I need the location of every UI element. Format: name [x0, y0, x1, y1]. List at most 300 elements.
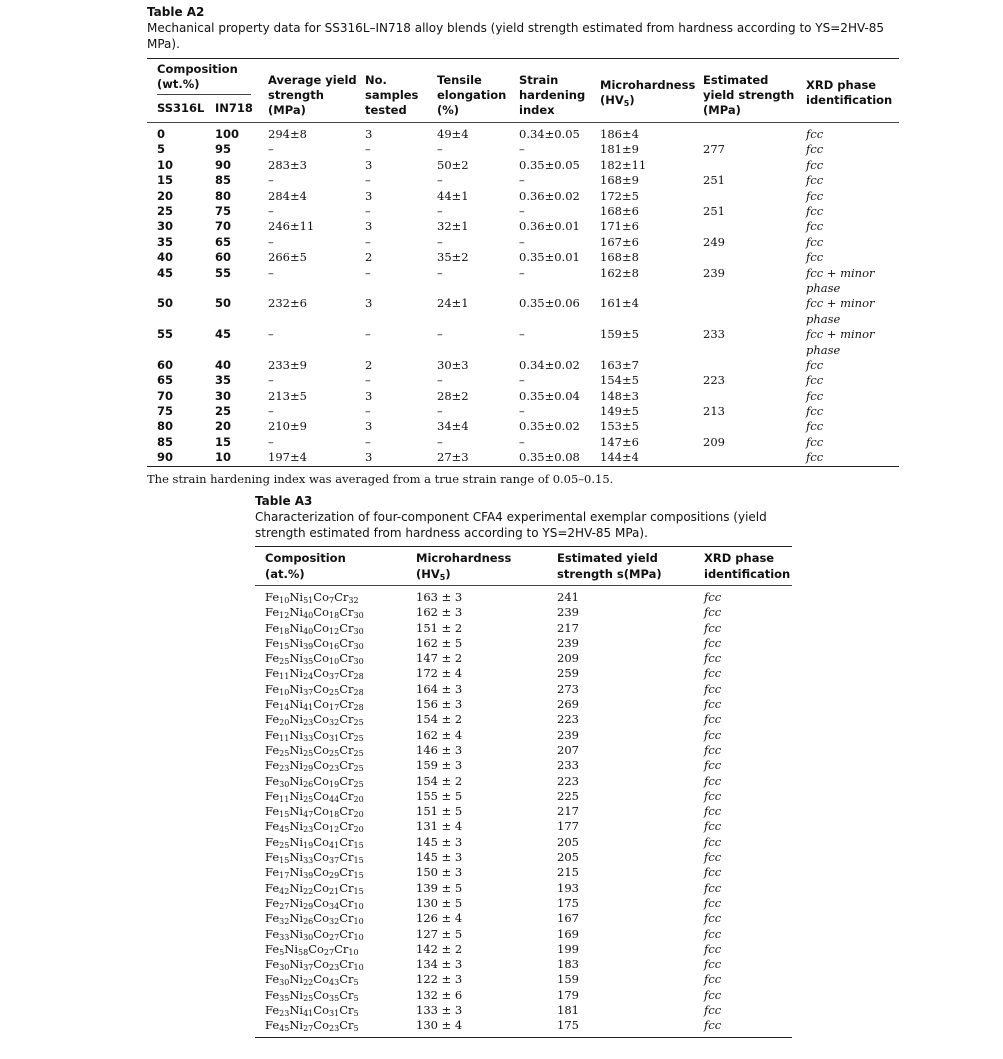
cell-hv: 154 ± 2 [416, 712, 463, 727]
cell-shi: 0.35±0.08 [519, 450, 580, 465]
cell-xrd: fcc [704, 895, 722, 910]
cell-n: – [365, 173, 371, 188]
cell-shi: – [519, 234, 525, 249]
cell-ys: 269 [557, 697, 579, 712]
cell-n: – [365, 404, 371, 419]
cell-n: 3 [365, 388, 373, 403]
cell-ss: 80 [157, 419, 174, 434]
cell-xrd: fcc [704, 635, 722, 650]
cell-n: 2 [365, 250, 373, 265]
cell-ays: – [268, 327, 274, 342]
cell-n: 3 [365, 296, 373, 311]
cell-shi: 0.36±0.01 [519, 219, 580, 234]
cell-te: 28±2 [437, 388, 469, 403]
cell-composition: $Fe_{23}Ni_{29}Co_{23}Cr_{25}$ [265, 758, 364, 774]
cell-hv: 151 ± 5 [416, 804, 463, 819]
cell-n: – [365, 234, 371, 249]
header-no-samples: No. samples tested [365, 73, 419, 117]
cell-te: 24±1 [437, 296, 469, 311]
cell-xrd: fcc [704, 819, 722, 834]
cell-hv: 186±4 [600, 127, 639, 141]
cell-te: – [437, 142, 443, 157]
table-row [147, 219, 899, 234]
cell-eys: 223 [703, 373, 725, 388]
cell-ays: 294±8 [268, 127, 307, 141]
cell-composition: $Fe_{11}Ni_{25}Co_{44}Cr_{20}$ [265, 788, 364, 804]
header-microhardness-a3: Microhardness $(HV_5)$ [416, 551, 512, 582]
cell-eys: 277 [703, 142, 725, 157]
cell-te: – [437, 265, 443, 280]
cell-xrd: fcc [704, 742, 722, 757]
cell-ss: 60 [157, 357, 174, 372]
cell-ays: 284±4 [268, 188, 307, 203]
cell-xrd: fcc [704, 620, 722, 635]
cell-shi: – [519, 203, 525, 218]
cell-hv: 172±5 [600, 188, 639, 203]
cell-hv: 156 ± 3 [416, 697, 463, 712]
table-row [255, 972, 792, 987]
cell-shi: 0.35±0.05 [519, 157, 580, 172]
cell-te: – [437, 327, 443, 342]
cell-in: 85 [215, 173, 232, 188]
header-estimated-yield-strength: Estimated yield strength (MPa) [703, 73, 795, 117]
cell-xrd: fcc [704, 880, 722, 895]
cell-composition: $Fe_{15}Ni_{39}Co_{16}Cr_{30}$ [265, 635, 364, 651]
cell-composition: $Fe_{15}Ni_{47}Co_{18}Cr_{20}$ [265, 804, 364, 820]
cell-hv: 147±6 [600, 434, 639, 449]
header-microhardness [600, 78, 696, 108]
cell-ays: 197±4 [268, 450, 307, 465]
cell-in: 95 [215, 142, 232, 157]
table-a2-bottom-rule [147, 466, 899, 467]
table-row [255, 636, 792, 651]
table-a3-header-rule [255, 585, 792, 586]
cell-in: 40 [215, 357, 232, 372]
table-row [147, 127, 899, 142]
cell-hv: 162 ± 5 [416, 635, 463, 650]
cell-hv: 159 ± 3 [416, 758, 463, 773]
cell-eys: 233 [703, 327, 725, 342]
table-a3-header [255, 547, 792, 585]
cell-xrd: fcc [806, 404, 824, 419]
cell-in: 75 [215, 203, 232, 218]
cell-hv: 150 ± 3 [416, 865, 463, 880]
cell-ays: 213±5 [268, 388, 307, 403]
cell-in: 80 [215, 188, 232, 203]
cell-composition: $Fe_{12}Ni_{40}Co_{18}Cr_{30}$ [265, 605, 364, 621]
cell-ys: 215 [557, 865, 579, 880]
cell-ss: 10 [157, 157, 174, 172]
table-row [255, 789, 792, 804]
cell-ys: 193 [557, 880, 579, 895]
header-in718: IN718 [215, 101, 253, 115]
cell-hv: 154 ± 2 [416, 773, 463, 788]
cell-shi: – [519, 142, 525, 157]
cell-in: 60 [215, 250, 232, 265]
cell-xrd: fcc [806, 373, 824, 388]
cell-xrd: fcc [704, 865, 722, 880]
cell-composition: $Fe_{10}Ni_{37}Co_{25}Cr_{28}$ [265, 681, 364, 697]
cell-ys: 217 [557, 620, 579, 635]
cell-eys: 249 [703, 234, 725, 249]
cell-hv: 148±3 [600, 388, 639, 403]
table-row [147, 235, 899, 250]
cell-ays: – [268, 265, 274, 280]
table-row [255, 835, 792, 850]
table-row [255, 743, 792, 758]
table-row [147, 296, 899, 327]
cell-hv: 168±6 [600, 203, 639, 218]
cell-composition: $Fe_{10}Ni_{51}Co_7Cr_{32}$ [265, 590, 359, 605]
header-strain-hardening: Strain hardening index [519, 73, 586, 117]
cell-hv: 131 ± 4 [416, 819, 463, 834]
cell-n: – [365, 142, 371, 157]
cell-ys: 209 [557, 651, 579, 666]
cell-te: – [437, 203, 443, 218]
header-tensile-elongation: Tensile elongation (%) [437, 73, 507, 117]
table-a2-header [147, 59, 899, 122]
cell-xrd: fcc [806, 173, 824, 188]
cell-xrd: fcc [704, 804, 722, 819]
cell-ys: 175 [557, 1018, 579, 1033]
cell-xrd: fcc [806, 203, 824, 218]
table-row [255, 942, 792, 957]
cell-hv: 167±6 [600, 234, 639, 249]
cell-in: 55 [215, 265, 232, 280]
cell-hv: 145 ± 3 [416, 834, 463, 849]
table-row [147, 250, 899, 265]
cell-te: 30±3 [437, 357, 469, 372]
cell-n: – [365, 373, 371, 388]
cell-xrd: fcc [704, 666, 722, 681]
cell-te: 49±4 [437, 127, 469, 141]
cell-hv: 126 ± 4 [416, 911, 463, 926]
cell-ys: 241 [557, 590, 579, 604]
cell-hv: 164 ± 3 [416, 681, 463, 696]
cell-composition: $Fe_{30}Ni_{22}Co_{43}Cr_5$ [265, 972, 359, 988]
cell-in: 20 [215, 419, 232, 434]
cell-hv: 159±5 [600, 327, 639, 342]
cell-ys: 273 [557, 681, 579, 696]
cell-xrd: fcc [704, 1018, 722, 1033]
cell-ays: – [268, 173, 274, 188]
cell-hv: 155 ± 5 [416, 788, 463, 803]
cell-ays: – [268, 142, 274, 157]
cell-hv: 172 ± 4 [416, 666, 463, 681]
cell-ss: 45 [157, 265, 174, 280]
cell-hv: 162 ± 4 [416, 727, 463, 742]
cell-in: 25 [215, 404, 232, 419]
cell-in: 15 [215, 434, 232, 449]
table-row [255, 728, 792, 743]
cell-composition: $Fe_{45}Ni_{23}Co_{12}Cr_{20}$ [265, 819, 364, 835]
cell-ss: 50 [157, 296, 174, 311]
cell-composition: $Fe_{20}Ni_{23}Co_{32}Cr_{25}$ [265, 712, 364, 728]
table-row [147, 189, 899, 204]
cell-ys: 207 [557, 742, 579, 757]
cell-xrd: fcc [704, 850, 722, 865]
cell-xrd: fcc [806, 434, 824, 449]
table-row [255, 819, 792, 834]
table-row [147, 158, 899, 173]
cell-n: – [365, 434, 371, 449]
table-row [255, 621, 792, 636]
cell-ays: – [268, 434, 274, 449]
header-average-yield-strength: Average yield strength (MPa) [268, 73, 357, 117]
cell-hv: 142 ± 2 [416, 941, 463, 956]
cell-hv: 163 ± 3 [416, 590, 463, 604]
cell-xrd: fcc [704, 957, 722, 972]
table-a3-body [255, 590, 792, 1034]
cell-hv: 153±5 [600, 419, 639, 434]
cell-te: – [437, 234, 443, 249]
cell-te: – [437, 404, 443, 419]
cell-ays: 232±6 [268, 296, 307, 311]
table-row [147, 389, 899, 404]
cell-xrd: fcc [704, 605, 722, 620]
cell-composition: $Fe_{42}Ni_{22}Co_{21}Cr_{15}$ [265, 880, 364, 896]
cell-ys: 199 [557, 941, 579, 956]
cell-te: 35±2 [437, 250, 469, 265]
table-a2-label: Table A2 [147, 5, 205, 19]
cell-hv: 130 ± 4 [416, 1018, 463, 1033]
cell-shi: – [519, 327, 525, 342]
cell-ys: 205 [557, 834, 579, 849]
table-a2-header-rule [147, 122, 899, 123]
cell-xrd: fcc [704, 941, 722, 956]
cell-hv: 122 ± 3 [416, 972, 463, 987]
cell-composition: $Fe_{45}Ni_{27}Co_{23}Cr_5$ [265, 1018, 359, 1034]
cell-shi: 0.36±0.02 [519, 188, 580, 203]
cell-composition: $Fe_{25}Ni_{25}Co_{25}Cr_{25}$ [265, 742, 364, 758]
cell-ys: 179 [557, 987, 579, 1002]
cell-hv: 163±7 [600, 357, 639, 372]
table-row [147, 358, 899, 373]
cell-n: – [365, 265, 371, 280]
cell-n: 3 [365, 450, 373, 465]
cell-n: 3 [365, 157, 373, 172]
cell-shi: 0.35±0.06 [519, 296, 580, 311]
cell-ys: 239 [557, 605, 579, 620]
table-row [255, 651, 792, 666]
cell-hv: 147 ± 2 [416, 651, 463, 666]
cell-ys: 181 [557, 1003, 579, 1018]
cell-ss: 85 [157, 434, 174, 449]
cell-composition: $Fe_{14}Ni_{41}Co_{17}Cr_{28}$ [265, 697, 364, 713]
table-row [255, 774, 792, 789]
table-row [255, 682, 792, 697]
cell-ays: 233±9 [268, 357, 307, 372]
cell-composition: $Fe_{15}Ni_{33}Co_{37}Cr_{15}$ [265, 850, 364, 866]
cell-xrd: fcc [806, 250, 824, 265]
cell-hv: 139 ± 5 [416, 880, 463, 895]
cell-xrd: fcc [704, 651, 722, 666]
cell-te: 50±2 [437, 157, 469, 172]
header-estimated-yield-strength-a3: Estimated yield strength s(MPa) [557, 551, 662, 581]
cell-in: 45 [215, 327, 232, 342]
cell-hv: 161±4 [600, 296, 639, 311]
table-row [255, 697, 792, 712]
cell-hv: 151 ± 2 [416, 620, 463, 635]
cell-xrd: fcc [704, 788, 722, 803]
cell-in: 90 [215, 157, 232, 172]
cell-ys: 223 [557, 773, 579, 788]
cell-ays: 283±3 [268, 157, 307, 172]
header-microhardness-text: Microhardness $(HV_5)$ [600, 78, 696, 108]
header-ss316l: SS316L [157, 101, 205, 115]
header-composition: Composition (wt.%) [157, 62, 238, 91]
cell-in: 100 [215, 127, 240, 141]
cell-eys: 213 [703, 404, 725, 419]
table-a2-caption: Mechanical property data for SS316L–IN718 alloy blends (yield strength estimated from hardness according to YS=2HV-85 MPa). [147, 21, 885, 51]
cell-ays: 210±9 [268, 419, 307, 434]
cell-hv: 154±5 [600, 373, 639, 388]
cell-ys: 167 [557, 911, 579, 926]
cell-te: – [437, 173, 443, 188]
cell-ss: 90 [157, 450, 174, 465]
cell-ys: 205 [557, 850, 579, 865]
table-row [147, 266, 899, 297]
table-a2-footnote: The strain hardening index was averaged from a true strain range of 0.05–0.15. [147, 471, 614, 486]
cell-composition: $Fe_{25}Ni_{35}Co_{10}Cr_{30}$ [265, 651, 364, 667]
cell-xrd: fcc [806, 419, 824, 434]
table-row [255, 957, 792, 972]
table-row [255, 1003, 792, 1018]
header-xrd-phase: XRD phase identification [806, 78, 893, 107]
cell-ss: 15 [157, 173, 174, 188]
cell-in: 70 [215, 219, 232, 234]
cell-ss: 75 [157, 404, 174, 419]
cell-xrd: fcc + minor phase [806, 265, 875, 295]
cell-hv: 168±9 [600, 173, 639, 188]
cell-composition: $Fe_{35}Ni_{25}Co_{35}Cr_5$ [265, 987, 359, 1003]
cell-ys: 177 [557, 819, 579, 834]
cell-hv: 133 ± 3 [416, 1003, 463, 1018]
header-xrd-phase-a3: XRD phase identification [704, 551, 791, 581]
cell-n: – [365, 327, 371, 342]
cell-ays: – [268, 404, 274, 419]
cell-composition: $Fe_{30}Ni_{37}Co_{23}Cr_{10}$ [265, 957, 364, 973]
cell-in: 50 [215, 296, 232, 311]
composition-underline [157, 94, 251, 95]
cell-in: 30 [215, 388, 232, 403]
cell-shi: 0.35±0.02 [519, 419, 580, 434]
cell-xrd: fcc [704, 926, 722, 941]
cell-ss: 20 [157, 188, 174, 203]
cell-composition: $Fe_{11}Ni_{24}Co_{37}Cr_{28}$ [265, 666, 364, 682]
cell-shi: – [519, 173, 525, 188]
cell-ys: 259 [557, 666, 579, 681]
cell-shi: – [519, 265, 525, 280]
table-a2-body [147, 127, 899, 466]
cell-ss: 25 [157, 203, 174, 218]
table-row [255, 988, 792, 1003]
cell-xrd: fcc [704, 590, 722, 604]
table-row [255, 804, 792, 819]
cell-hv: 127 ± 5 [416, 926, 463, 941]
cell-hv: 130 ± 5 [416, 895, 463, 910]
cell-xrd: fcc [806, 234, 824, 249]
cell-xrd: fcc [704, 911, 722, 926]
table-row [147, 142, 899, 157]
table-row [255, 881, 792, 896]
cell-shi: – [519, 404, 525, 419]
cell-te: – [437, 373, 443, 388]
table-row [255, 927, 792, 942]
cell-shi: 0.35±0.01 [519, 250, 580, 265]
cell-hv: 182±11 [600, 157, 647, 172]
table-row [147, 450, 899, 465]
table-a2 [147, 4, 899, 487]
cell-shi: 0.34±0.02 [519, 357, 580, 372]
table-row [255, 758, 792, 773]
cell-ss: 65 [157, 373, 174, 388]
table-row [147, 373, 899, 388]
header-composition-at: Composition (at.%) [265, 551, 346, 581]
cell-composition: $Fe_{23}Ni_{41}Co_{31}Cr_5$ [265, 1003, 359, 1019]
cell-xrd: fcc + minor phase [806, 296, 875, 326]
cell-ss: 30 [157, 219, 174, 234]
cell-ays: – [268, 234, 274, 249]
cell-eys: 209 [703, 434, 725, 449]
cell-ss: 70 [157, 388, 174, 403]
cell-xrd: fcc [806, 157, 824, 172]
cell-hv: 134 ± 3 [416, 957, 463, 972]
cell-hv: 181±9 [600, 142, 639, 157]
cell-xrd: fcc [704, 834, 722, 849]
cell-ys: 175 [557, 895, 579, 910]
cell-in: 65 [215, 234, 232, 249]
cell-ys: 225 [557, 788, 579, 803]
cell-ays: 266±5 [268, 250, 307, 265]
cell-eys: 251 [703, 173, 725, 188]
cell-xrd: fcc [704, 1003, 722, 1018]
table-row [147, 435, 899, 450]
cell-xrd: fcc [704, 972, 722, 987]
cell-shi: – [519, 434, 525, 449]
cell-ys: 217 [557, 804, 579, 819]
cell-hv: 171±6 [600, 219, 639, 234]
cell-xrd: fcc + minor phase [806, 327, 875, 357]
cell-hv: 132 ± 6 [416, 987, 463, 1002]
cell-te: 32±1 [437, 219, 469, 234]
cell-n: 3 [365, 188, 373, 203]
cell-n: 3 [365, 127, 373, 141]
cell-ys: 239 [557, 635, 579, 650]
cell-hv: 146 ± 3 [416, 742, 463, 757]
table-row [255, 850, 792, 865]
cell-shi: – [519, 373, 525, 388]
table-row [255, 605, 792, 620]
cell-n: – [365, 203, 371, 218]
cell-hv: 168±8 [600, 250, 639, 265]
cell-in: 35 [215, 373, 232, 388]
cell-composition: $Fe_{27}Ni_{29}Co_{34}Cr_{10}$ [265, 895, 364, 911]
cell-n: 2 [365, 357, 373, 372]
table-row [255, 712, 792, 727]
cell-ss: 55 [157, 327, 174, 342]
cell-xrd: fcc [806, 450, 824, 465]
table-row [255, 896, 792, 911]
cell-xrd: fcc [704, 681, 722, 696]
cell-composition: $Fe_{30}Ni_{26}Co_{19}Cr_{25}$ [265, 773, 364, 789]
cell-ss: 35 [157, 234, 174, 249]
cell-shi: 0.35±0.04 [519, 388, 580, 403]
cell-eys: 251 [703, 203, 725, 218]
cell-ss: 5 [157, 142, 166, 157]
cell-xrd: fcc [704, 987, 722, 1002]
cell-te: 44±1 [437, 188, 469, 203]
